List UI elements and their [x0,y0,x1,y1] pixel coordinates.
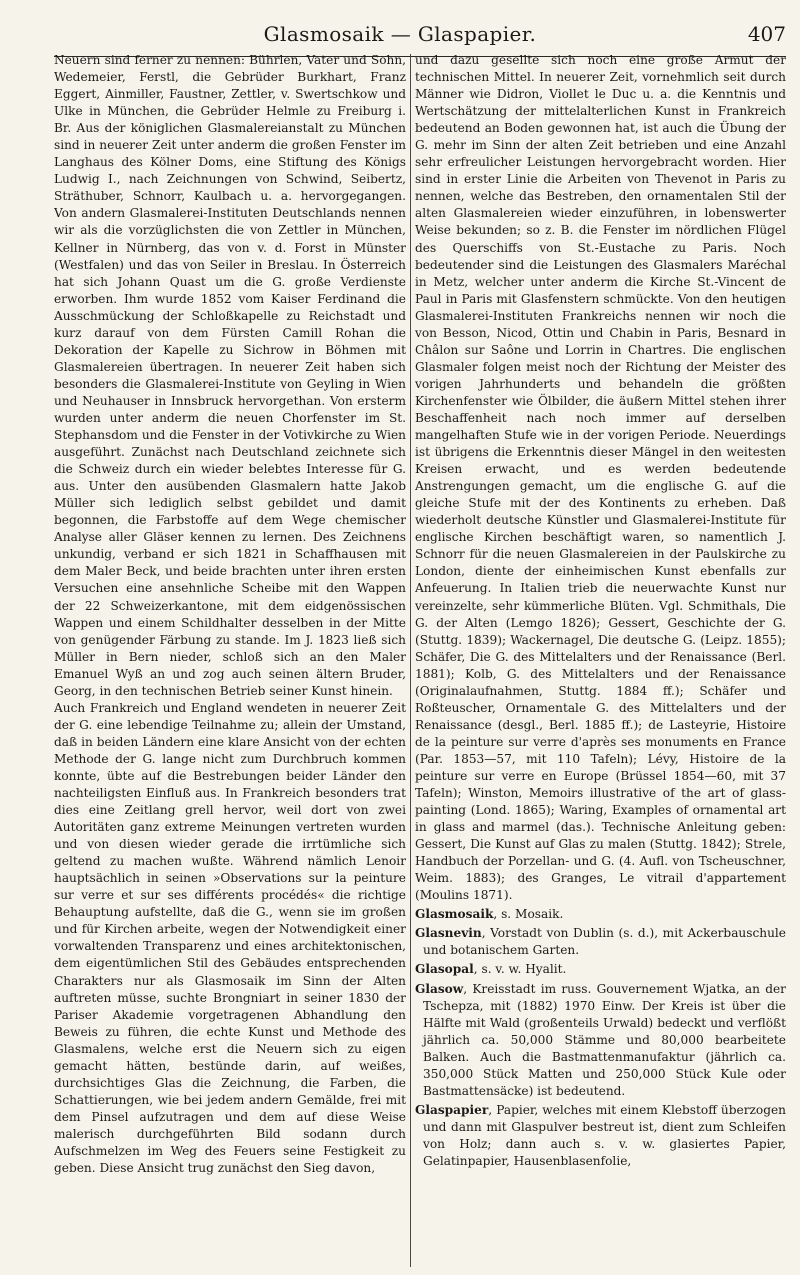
paragraph: Auch Frankreich und England wendeten in neuerer Zeit der G. eine lebendige Teilnahme zu; allein der Umstand, daß in beiden Ländern eine klare Ansicht von der echten Methode der G. lange nicht zum Durchbruch kommen konnte, übte auf die Bestrebungen beider Länder den nachteiligsten Einfluß aus. In Frankreich besonders trat dies eine Zeitlang grell hervor, weil dort von zwei Autoritäten ganz extreme Meinungen vertreten wurden und von diesen wieder gerade die irrtümliche sich geltend zu machen wußte. Während nämlich Lenoir hauptsächlich in seinen »Observations sur la peinture sur verre et sur ses différents procédés« die richtige Behauptung aufstellte, daß die G., wenn sie im großen und für Kirchen arbeite, wegen der Notwendigkeit einer vorwaltenden Transparenz und eines architektonischen, dem eigentümlichen Stil des Gebäudes entsprechenden Charakters nur als Glasmosaik im Sinn der Alten auftreten müsse, suchte Brongniart in seiner 1830 der Pariser Akademie vorgetragenen Abhandlung den Beweis zu führen, die echte Kunst und Methode des Glasmalens, welche erst die Neuern sich zu eigen gemacht hätten, bestünde darin, auf weißes, durchsichtiges Glas die Zeichnung, die Farben, die Schattierungen, wie bei jedem andern Gemälde, frei mit dem Pinsel aufzutragen und dem auf diese Weise malerisch durchgeführten Bild sodann durch Aufschmelzen im Weg des Feuers seine Festigkeit zu geben. Diese Ansicht trug zunächst den Sieg davon, [54,700,406,1176]
dictionary-entry [415,981,786,1100]
entry-text: , Kreisstadt im russ. Gouvernement Wjatka, an der Tschepza, mit (1882) 1970 Einw. Der Kreis ist über die Hälfte mit Wald (großenteils Urwald) bedeckt und verflößt jährlich ca. 50,000 Stämme und 80,000 bearbeitete Balken. Auch die Bastmattenmanufaktur (jährlich ca. 350,000 Stück Matten und 250,000 Stück Kule oder Bastmattensäcke) ist bedeutend. [423,981,786,1098]
entry-headword: Glaspapier [415,1102,489,1117]
entry-headword: Glasnevin [415,926,482,941]
running-head-title: Glasmosaik — Glaspapier. [263,22,537,46]
running-head [0,10,800,50]
column-divider [410,54,411,1267]
entry-headword: Glasmosaik [415,907,494,922]
dictionary-entry [415,925,786,959]
page-number: 407 [747,22,786,46]
paragraph: Neuern sind ferner zu nennen: Bührlen, Vater und Sohn, Wedemeier, Ferstl, die Gebrüder Burkhart, Franz Eggert, Ainmiller, Faustner, Zettler, v. Swertschkow und Ulke in München, die Gebrüder Helmle zu Freiburg i. Br. Aus der königlichen Glasmalereianstalt zu München sind in neuerer Zeit unter anderm die großen Fenster im Langhaus des Kölner Doms, eine Stiftung des Königs Ludwig I., nach Zeichnungen von Schwind, Seibertz, Sträthuber, Schnorr, Kaulbach u. a. hervorgegangen. Von andern Glasmalerei-Instituten Deutschlands nennen wir als die vorzüglichsten die von Zettler in München, Kellner in Nürnberg, das von v. d. Forst in Münster (Westfalen) und das von Seiler in Breslau. In Österreich hat sich Johann Quast um die G. große Verdienste erworben. Ihm wurde 1852 vom Kaiser Ferdinand die Ausschmückung der Schloßkapelle zu Reichstadt und kurz darauf von dem Fürsten Camill Rohan die Dekoration der Kapelle zu Sichrow in Böhmen mit Glasmalereien übertragen. In neuerer Zeit haben sich besonders die Glasmalerei-Institute von Geyling in Wien und Neuhauser in Innsbruck hervorgethan. Von ersterm wurden unter anderm die neuen Chorfenster im St. Stephansdom und die Fenster in der Votivkirche zu Wien ausgeführt. Zunächst nach Deutschland zeichnete sich die Schweiz durch ein wieder belebtes Interesse für G. aus. Unter den ausübenden Glasmalern hatte Jakob Müller sich lediglich selbst gebildet und damit begonnen, die Farbstoffe auf dem Wege chemischer Analyse aller Gläser kennen zu lernen. Des Zeichnens unkundig, verband er sich 1821 in Schaffhausen mit dem Maler Beck, und beide brachten unter ihren ersten Versuchen eine ansehnliche Scheibe mit den Wappen der 22 Schweizerkantone, mit dem eidgenössischen Wappen und einem Schildhalter desselben in der Mitte von genügender Färbung zu stande. Im J. 1823 ließ sich Müller in Bern nieder, schloß sich an den Maler Emanuel Wyß an und zog auch seinen ältern Bruder, Georg, in den technischen Betrieb seiner Kunst hinein. [54,53,406,698]
entry-text: , Vorstadt von Dublin (s. d.), mit Ackerbauschule und botanischem Garten. [423,926,786,958]
entry-text: , Papier, welches mit einem Klebstoff überzogen und dann mit Glaspulver bestreut ist, dient zum Schleifen von Holz; dann auch s. v. w. glasiertes Papier, Gelatinpapier, Hausenblasenfolie, [423,1102,786,1168]
entry-text: , s. Mosaik. [493,907,564,922]
dictionary-entry [415,1102,786,1170]
entry-headword: Glasopal [415,962,474,977]
dictionary-entry [415,906,786,923]
dictionary-entry [415,961,786,978]
left-column [54,52,406,1267]
right-column [415,52,786,1267]
entry-headword: Glasow [415,981,464,996]
text-columns [54,52,786,1267]
paragraph: und dazu gesellte sich noch eine große Armut der technischen Mittel. In neuerer Zeit, vornehmlich seit durch Männer wie Didron, Viollet le Duc u. a. die Kenntnis und Wertschätzung der mittelalterlichen Kunst in Frankreich bedeutend an Boden gewonnen hat, ist auch die Übung der G. mehr im Sinn der alten Zeit betrieben und eine Anzahl sehr erfreulicher Leistungen hervorgebracht worden. Hier sind in erster Linie die Arbeiten von Thevenot in Paris zu nennen, welche das Bestreben, den ornamentalen Stil der alten Glasmalereien wieder einzuführen, in lobenswerter Weise bekunden; so z. B. die Fenster im nördlichen Flügel des Querschiffs von St.-Eustache zu Paris. Noch bedeutender sind die Leistungen des Glasmalers Maréchal in Metz, welcher unter anderm die Kirche St.-Vincent de Paul in Paris mit Glasfenstern schmückte. Von den heutigen Glasmalerei-Instituten Frankreichs nennen wir noch die von Besson, Nicod, Ottin und Chabin in Paris, Besnard in Châlon sur Saône und Lorrin in Chartres. Die englischen Glasmaler folgen meist noch der Richtung der Meister des vorigen Jahrhunderts und behandeln die größten Kirchenfenster wie Ölbilder, die äußern Mittel stehen ihrer Beschaffenheit nach noch immer auf derselben mangelhaften Stufe wie in der vorigen Periode. Neuerdings ist übrigens die Erkenntnis dieser Mängel in den weitesten Kreisen erwacht, und es werden bedeutende Anstrengungen gemacht, um die englische G. auf die gleiche Stufe mit der des Kontinents zu erheben. Daß wiederholt deutsche Künstler und Glasmalerei-Institute für englische Kirchen beschäftigt waren, so namentlich J. Schnorr für die neuen Glasmalereien in der Paulskirche zu London, diente der einheimischen Kunst ebenfalls zur Anfeuerung. In Italien trieb die neuerwachte Kunst nur vereinzelte, sehr kümmerliche Blüten. Vgl. Schmithals, Die G. der Alten (Lemgo 1826); Gessert, Geschichte der G. (Stuttg. 1839); Wackernagel, Die deutsche G. (Leipz. 1855); Schäfer, Die G. des Mittelalters und der Renaissance (Berl. 1881); Kolb, G. des Mittelalters und der Renaissance (Originalaufnahmen, Stuttg. 1884 ff.); Schäfer und Roßteuscher, Ornamentale G. des Mittelalters und der Renaissance (desgl., Berl. 1885 ff.); de Lasteyrie, Histoire de la peinture sur verre d'après ses monuments en France (Par. 1853—57, mit 110 Tafeln); Lévy, Histoire de la peinture sur verre en Europe (Brüssel 1854—60, mit 37 Tafeln); Winston, Memoirs illustrative of the art of glass-painting (Lond. 1865); Waring, Examples of ornamental art in glass and marmel (das.). Technische Anleitung geben: Gessert, Die Kunst auf Glas zu malen (Stuttg. 1842); Strele, Handbuch der Porzellan- und G. (4. Aufl. von Tscheuschner, Weim. 1883); des Granges, Le vitrail d'appartement (Moulins 1871). [415,53,786,903]
entry-text: , s. v. w. Hyalit. [473,962,567,977]
